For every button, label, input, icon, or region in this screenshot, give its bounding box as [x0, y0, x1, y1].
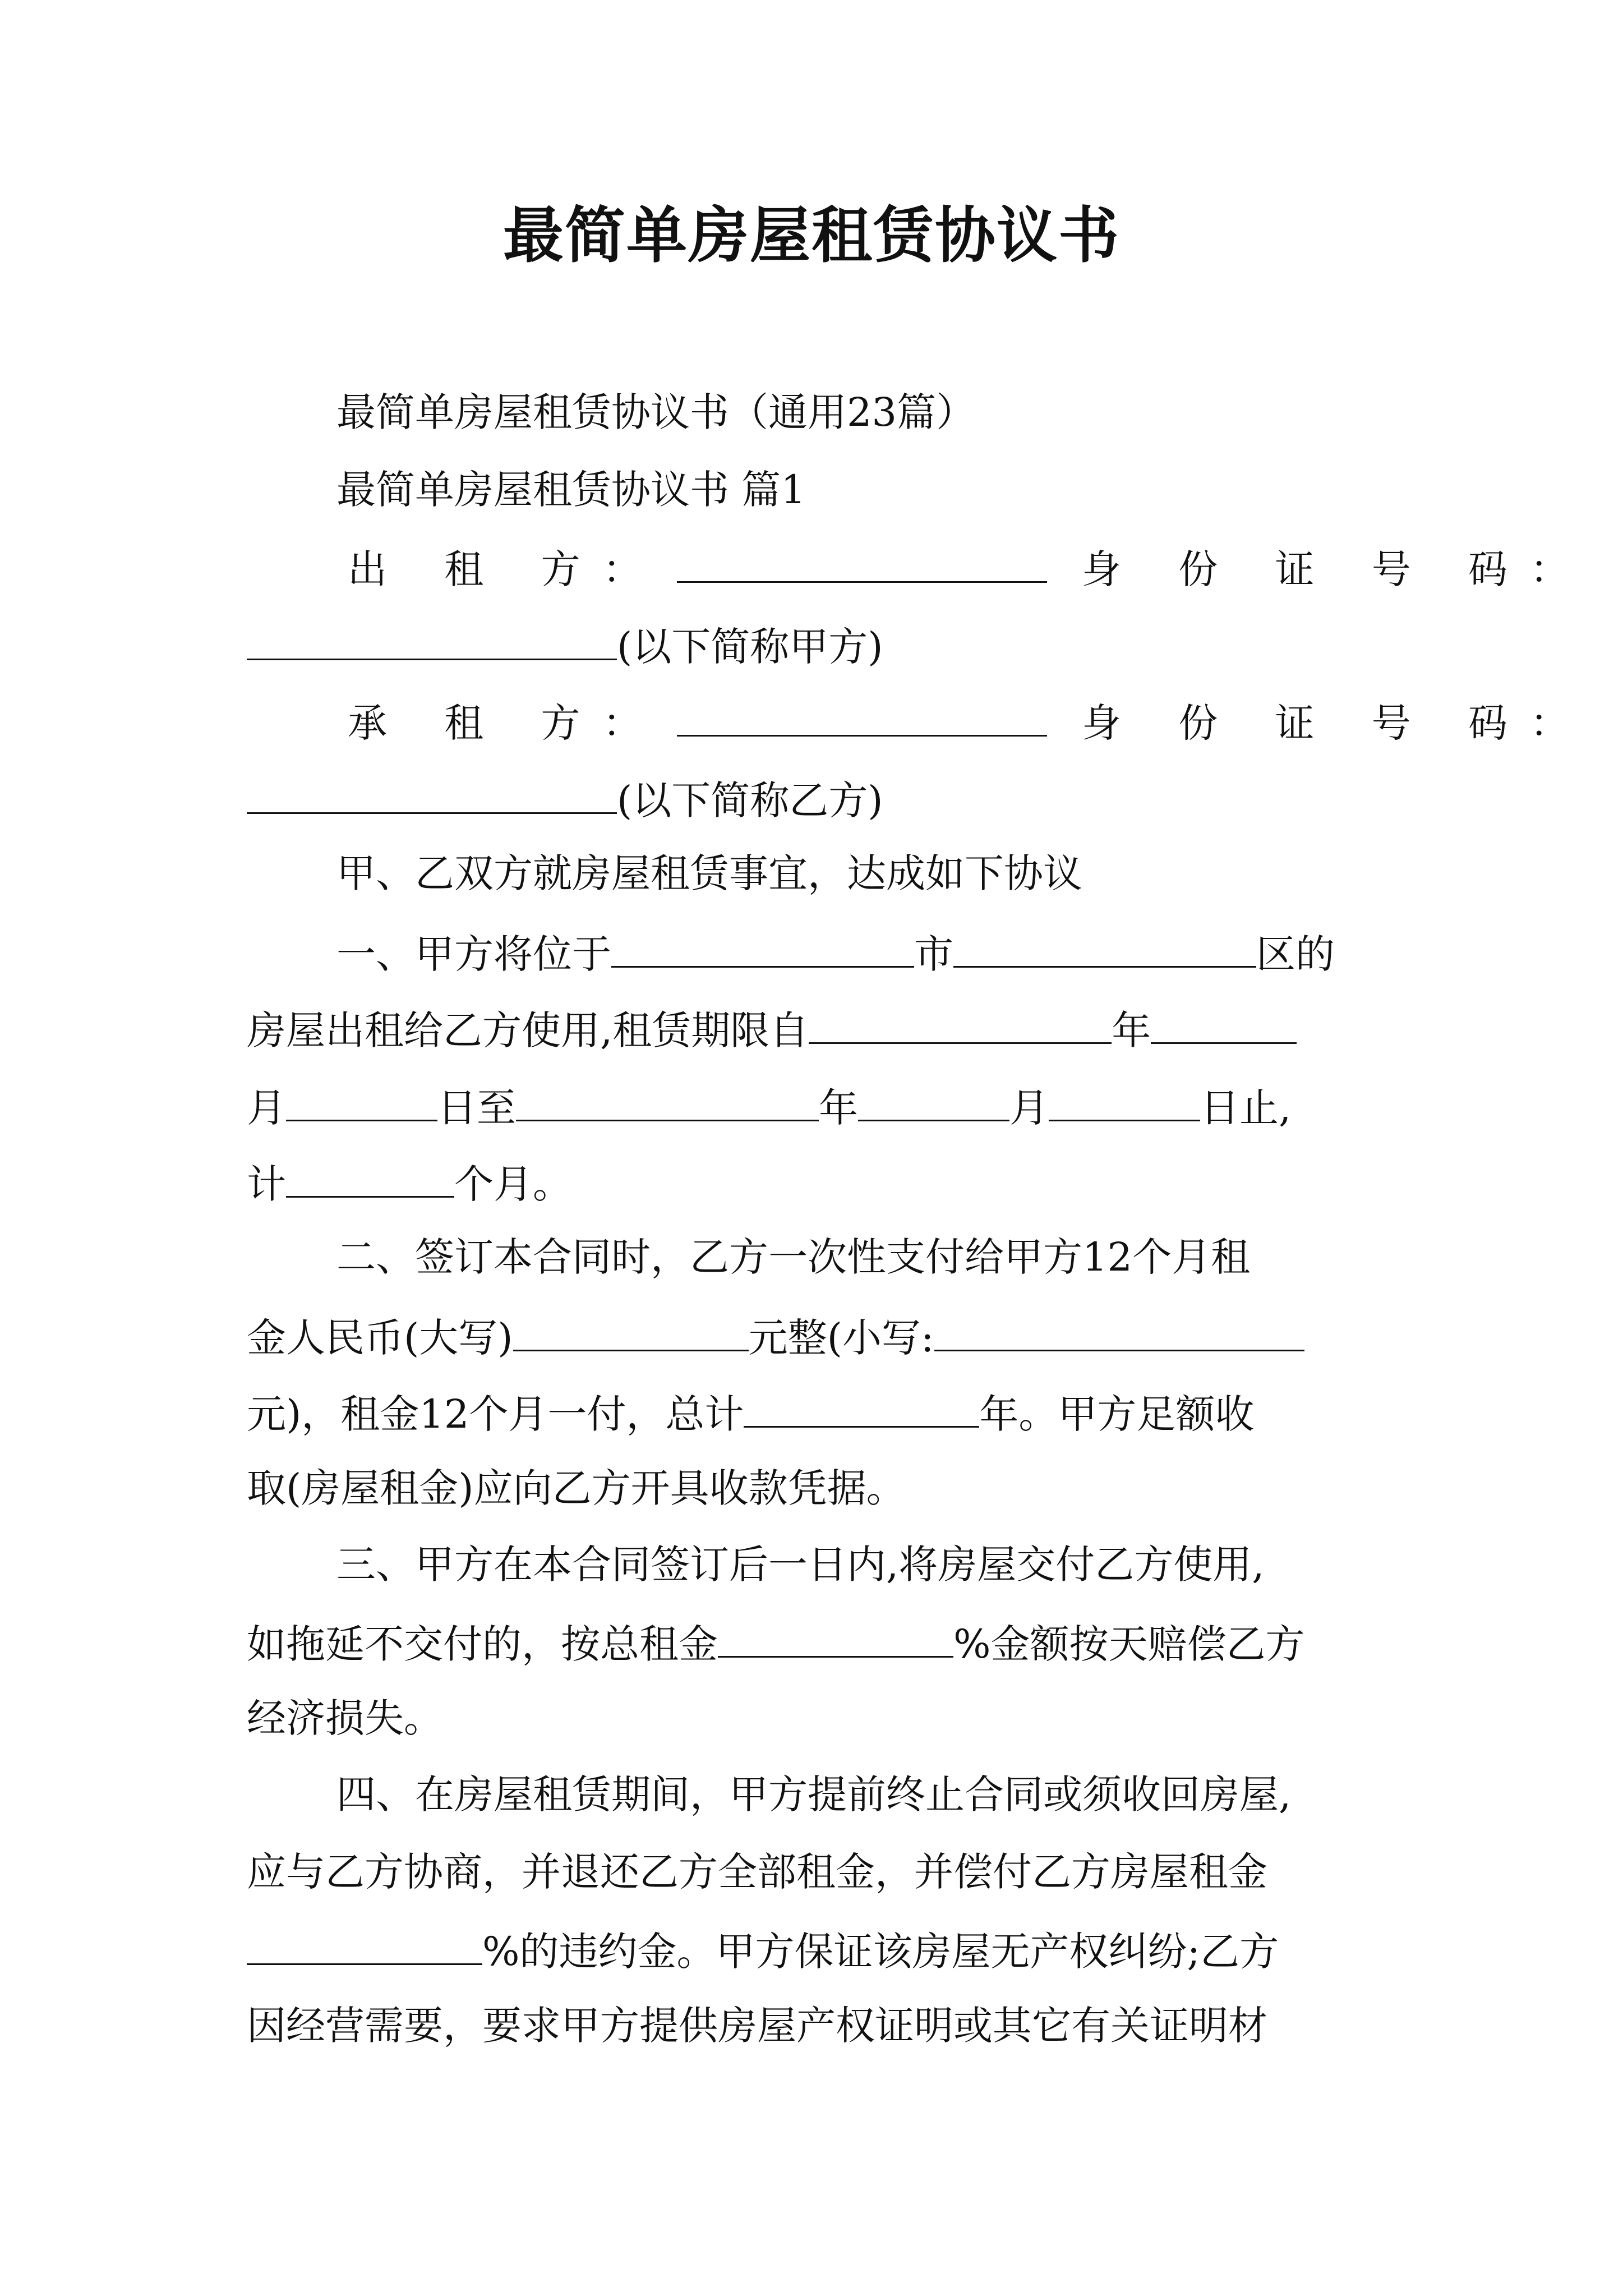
lessor-label: 出 租 方： — [348, 546, 665, 592]
lessor-id-label: 身 份 证 号 码： — [1082, 546, 1592, 592]
clause2-text-d: 元)，租金12个月一付，总计 — [247, 1391, 744, 1437]
clause3-line3: 经济损失。 — [247, 1695, 443, 1741]
start-year-blank[interactable] — [809, 1002, 1112, 1044]
end-day-blank[interactable] — [1049, 1079, 1200, 1121]
rent-uppercase-blank[interactable] — [513, 1309, 749, 1351]
clause2-text-b: 金人民币(大写) — [247, 1315, 513, 1361]
clause1-text-a: 一、甲方将位于 — [336, 931, 611, 977]
clause2-text-c: 元整(小写: — [748, 1315, 934, 1361]
lessor-name-blank[interactable] — [677, 541, 1047, 583]
lessor-id-blank[interactable] — [247, 618, 617, 660]
lessee-name-blank[interactable] — [677, 694, 1047, 737]
clause1-text-e: 年 — [1112, 1007, 1151, 1053]
clause1-text-g: 日至 — [437, 1085, 516, 1131]
months-blank[interactable] — [286, 1156, 454, 1198]
clause1-text-l: 个月。 — [454, 1161, 572, 1207]
clause1-text-j: 日止, — [1200, 1085, 1292, 1131]
clause1-line2 — [247, 1002, 1391, 1056]
clause1-line3 — [247, 1079, 1391, 1133]
clause4-line4: 因经营需要，要求甲方提供房屋产权证明或其它有关证明材 — [247, 2003, 1267, 2049]
clause1-text-k: 计 — [247, 1161, 286, 1207]
rent-lowercase-blank[interactable] — [934, 1309, 1304, 1351]
breach-percent-blank[interactable] — [247, 1923, 482, 1965]
end-year-blank[interactable] — [516, 1079, 819, 1121]
clause2-line2 — [247, 1309, 1391, 1363]
clause1-text-i: 月 — [1009, 1085, 1049, 1131]
clause4-line3 — [247, 1923, 1391, 1977]
clause1-text-b: 市 — [914, 931, 953, 977]
clause1-text-d: 房屋出租给乙方使用,租赁期限自 — [247, 1007, 809, 1053]
clause2-line1: 二、签订本合同时，乙方一次性支付给甲方12个月租 — [336, 1234, 1251, 1280]
penalty-percent-blank[interactable] — [718, 1616, 953, 1658]
clause3-line2 — [247, 1616, 1391, 1669]
start-day-blank[interactable] — [286, 1079, 437, 1121]
clause1-line1 — [247, 926, 1481, 979]
start-month-blank[interactable] — [1151, 1002, 1297, 1044]
clause1-text-c: 区的 — [1256, 931, 1335, 977]
clause1-line4 — [247, 1156, 1391, 1209]
lessor-alias-line — [247, 618, 1391, 672]
clause3-line1: 三、甲方在本合同签订后一日内,将房屋交付乙方使用, — [336, 1542, 1265, 1588]
lessee-label: 承 租 方： — [348, 700, 665, 746]
district-blank[interactable] — [953, 926, 1256, 968]
intro-paragraph: 甲、乙双方就房屋租赁事宜，达成如下协议 — [336, 850, 1082, 896]
lessee-line — [247, 694, 1592, 748]
lessee-id-blank[interactable] — [247, 772, 617, 814]
city-blank[interactable] — [611, 926, 914, 968]
clause4-line2: 应与乙方协商，并退还乙方全部租金，并偿付乙方房屋租金 — [247, 1849, 1267, 1895]
lessor-line — [247, 541, 1592, 595]
total-blank[interactable] — [744, 1386, 979, 1428]
lessor-alias: (以下简称甲方) — [617, 624, 883, 670]
clause2-text-e: 年。甲方足额收 — [979, 1391, 1255, 1437]
clause3-text-b: 如拖延不交付的，按总租金 — [247, 1621, 718, 1667]
section-heading: 最简单房屋租赁协议书 篇1 — [336, 467, 806, 513]
clause2-line4: 取(房屋租金)应向乙方开具收款凭据。 — [247, 1465, 906, 1511]
subtitle: 最简单房屋租赁协议书（通用23篇） — [336, 389, 976, 435]
lessee-id-label: 身 份 证 号 码： — [1082, 700, 1592, 746]
lessee-alias-line — [247, 772, 1391, 826]
clause4-text-c: %的违约金。甲方保证该房屋无产权纠纷;乙方 — [482, 1929, 1279, 1975]
end-month-blank[interactable] — [858, 1079, 1009, 1121]
clause2-line3 — [247, 1386, 1391, 1439]
clause1-text-f: 月 — [247, 1085, 286, 1131]
clause3-text-c: %金额按天赔偿乙方 — [953, 1621, 1305, 1667]
document-title: 最简单房屋租赁协议书 — [502, 200, 1120, 271]
lessee-alias: (以下简称乙方) — [617, 777, 883, 823]
clause4-line1: 四、在房屋租赁期间，甲方提前终止合同或须收回房屋, — [336, 1772, 1292, 1818]
clause1-text-h: 年 — [819, 1085, 858, 1131]
